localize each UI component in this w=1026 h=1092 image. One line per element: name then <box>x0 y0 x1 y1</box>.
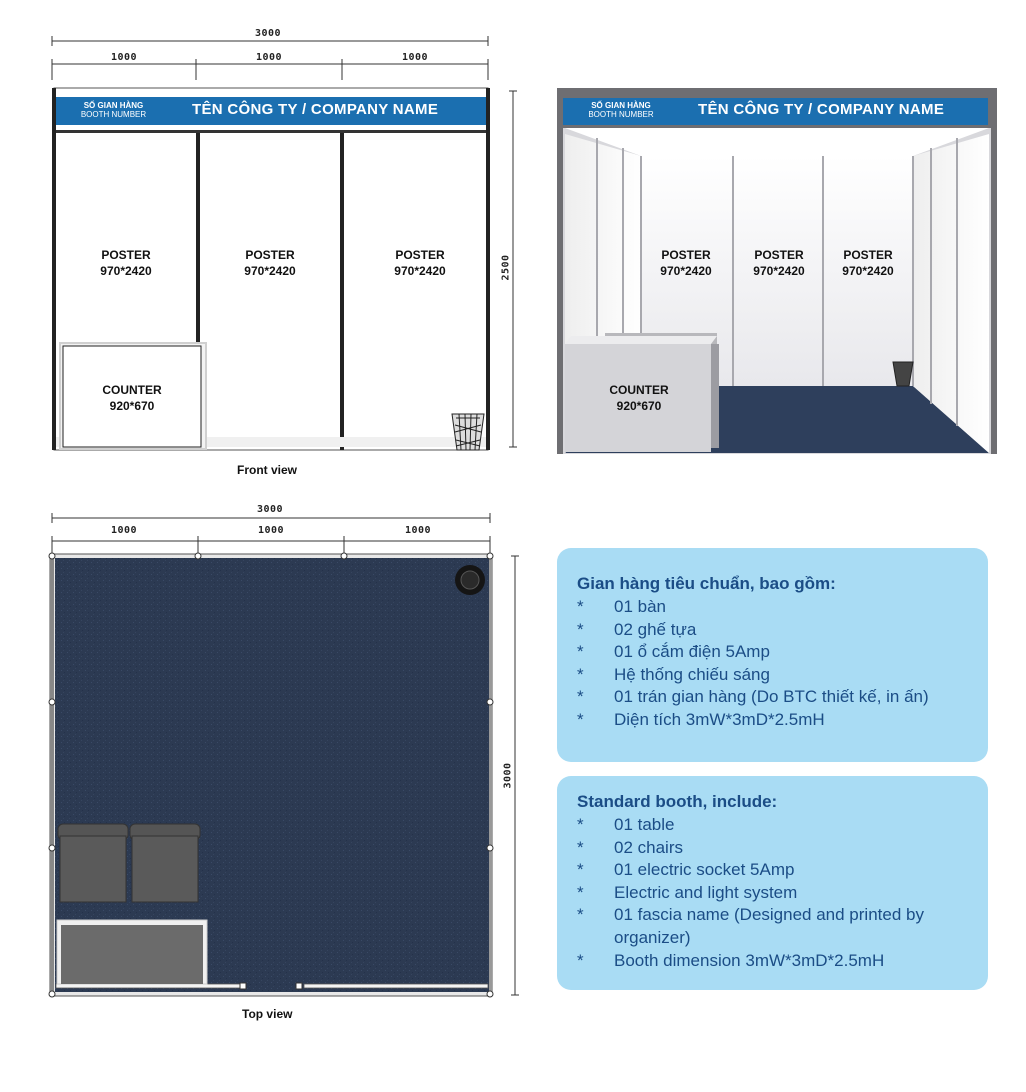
front-counter-label: COUNTER 920*670 <box>102 383 162 413</box>
list-item: * Hệ thống chiếu sáng <box>577 664 770 684</box>
list-item: * Diện tích 3mW*3mD*2.5mH <box>577 709 825 729</box>
front-fascia <box>56 97 486 125</box>
render-fascia <box>563 98 988 125</box>
top-waste-basket-icon <box>455 565 485 595</box>
info-box-english <box>557 776 988 990</box>
render-waste-basket-icon <box>893 362 913 386</box>
top-segment-3: 1000 <box>405 525 432 536</box>
booth-number-label: SỐ GIAN HÀNG BOOTH NUMBER <box>80 101 147 119</box>
top-depth: 3000 <box>502 762 514 789</box>
waste-basket-icon <box>452 414 484 450</box>
front-poster-1: POSTER 970*2420 <box>100 248 152 278</box>
front-segment-1: 1000 <box>111 52 138 63</box>
list-item: * 01 ổ cắm điện 5Amp <box>577 642 770 662</box>
list-item: * Electric and light system <box>577 882 798 902</box>
top-segment-1: 1000 <box>111 525 138 536</box>
front-total-width: 3000 <box>255 28 282 39</box>
list-item: * 02 chairs <box>577 837 683 857</box>
info-vi-list <box>577 596 929 732</box>
list-item: * 01 bàn <box>577 597 666 616</box>
front-segment-2: 1000 <box>256 52 283 63</box>
top-view-plan <box>0 500 530 1010</box>
list-item: * 01 trán gian hàng (Do BTC thiết kế, in ấn) <box>577 687 929 707</box>
info-box-vietnamese <box>557 548 988 762</box>
front-view-caption: Front view <box>237 463 298 477</box>
render-company-name: TÊN CÔNG TY / COMPANY NAME <box>698 101 945 118</box>
info-en-list <box>577 814 972 972</box>
top-total-width: 3000 <box>257 504 284 515</box>
list-item: * 01 table <box>577 815 675 834</box>
top-view-caption: Top view <box>242 1007 293 1021</box>
render-poster-2: POSTER 970*2420 <box>753 248 805 278</box>
render-poster-1: POSTER 970*2420 <box>660 248 712 278</box>
front-poster-3: POSTER 970*2420 <box>394 248 446 278</box>
render-booth-number: SỐ GIAN HÀNG BOOTH NUMBER <box>588 101 654 119</box>
list-item: * 01 electric socket 5Amp <box>577 860 795 880</box>
list-item: * 02 ghế tựa <box>577 619 697 639</box>
info-vi-title: Gian hàng tiêu chuẩn, bao gồm: <box>577 574 836 593</box>
top-segment-2: 1000 <box>258 525 285 536</box>
front-segment-3: 1000 <box>402 52 429 63</box>
render-counter-label: COUNTER 920*670 <box>609 383 669 413</box>
info-en-title: Standard booth, include: <box>577 792 778 811</box>
company-name: TÊN CÔNG TY / COMPANY NAME <box>192 101 439 118</box>
front-poster-2: POSTER 970*2420 <box>244 248 296 278</box>
list-item: * 01 fascia name (Designed and printed by organizer) <box>577 905 924 947</box>
front-height: 2500 <box>500 254 512 281</box>
list-item: * Booth dimension 3mW*3mD*2.5mH <box>577 950 885 970</box>
render-poster-3: POSTER 970*2420 <box>842 248 894 278</box>
